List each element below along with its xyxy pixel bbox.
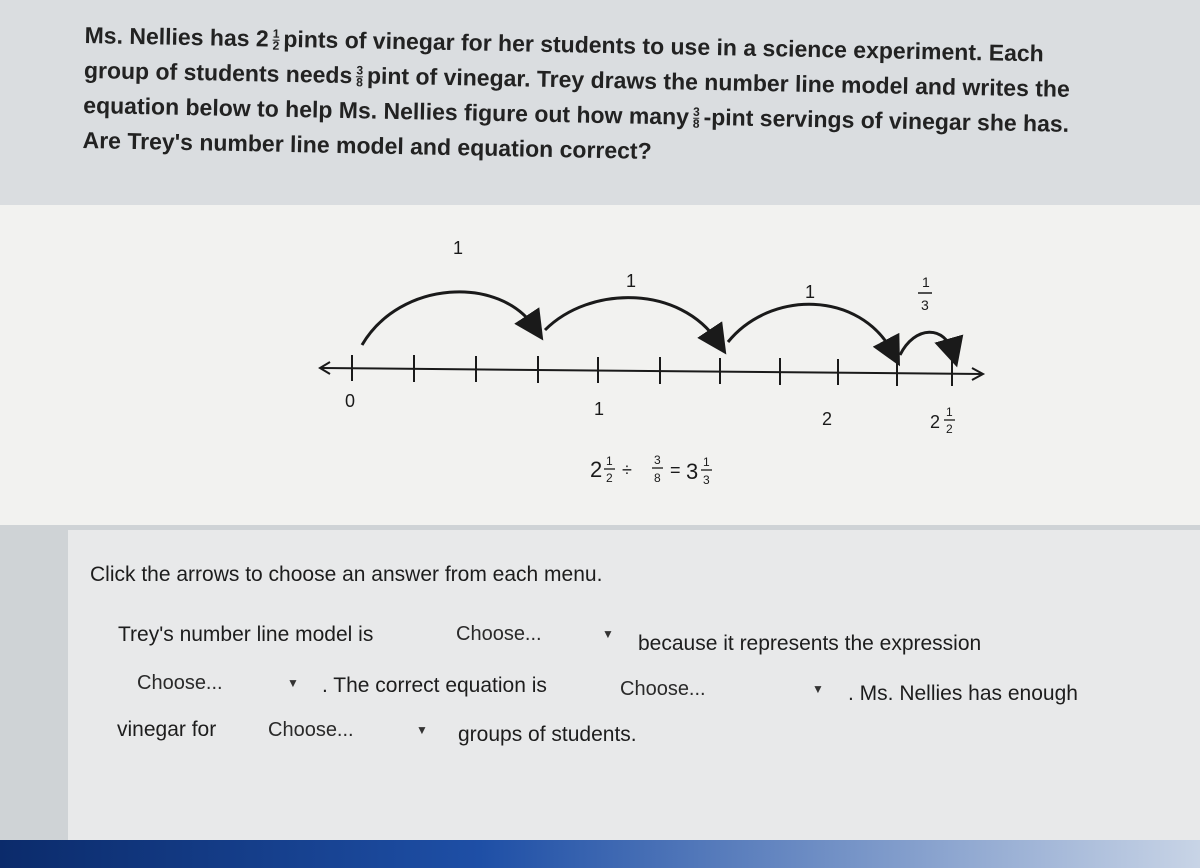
equation-c-whole: 3 [686, 459, 699, 484]
screen-bottom-edge [0, 840, 1200, 868]
fraction-numerator: 3 [692, 105, 700, 120]
jump-arc-1 [362, 292, 535, 345]
divide-symbol: ÷ [622, 460, 632, 480]
instruction-text: Click the arrows to choose an answer from each menu. [90, 563, 603, 586]
equation-b-den: 8 [654, 471, 661, 485]
caret-down-icon[interactable]: ▼ [812, 682, 824, 696]
jump-arc-3 [728, 304, 893, 353]
question-line-2-end: pint of vinegar. Trey draws the number line model and writes the [366, 62, 1071, 102]
fraction-numerator: 1 [946, 405, 953, 419]
model-correctness-dropdown[interactable] [456, 617, 626, 651]
equals-symbol: = [670, 460, 681, 480]
number-line-model [0, 205, 1200, 525]
fraction-three-eighths [356, 63, 364, 90]
question-line-2-start: group of students needs [83, 56, 353, 89]
fraction-denominator: 8 [356, 75, 363, 90]
groups-count-dropdown[interactable] [268, 713, 438, 747]
fraction-numerator: 1 [272, 27, 280, 42]
fraction-denominator: 2 [946, 422, 953, 436]
jump-arc-2 [545, 298, 718, 342]
equation-c-num: 1 [703, 455, 710, 469]
question-line-4: Are Trey's number line model and equation correct? [82, 126, 652, 164]
fraction-numerator: 3 [356, 63, 364, 78]
sentence-part-1: Trey's number line model is [118, 623, 374, 646]
sentence-part-4: . Ms. Nellies has enough [848, 682, 1078, 705]
expression-dropdown[interactable] [137, 666, 307, 700]
equation-b-num: 3 [654, 453, 661, 467]
number-line-figure [0, 205, 1200, 525]
question-text [82, 18, 1194, 179]
sentence-part-5: vinegar for [117, 718, 217, 741]
dropdown-value: Choose... [620, 677, 706, 700]
tick-label-1: 1 [594, 399, 605, 419]
sentence-part-3: . The correct equation is [322, 674, 547, 697]
question-line-1-end: pints of vinegar for her students to use in a science experiment. Each [283, 25, 1045, 67]
equation-c-den: 3 [703, 473, 710, 487]
number-line-axis [322, 368, 982, 374]
fraction-denominator: 8 [692, 117, 700, 132]
mixed-whole: 2 [930, 412, 941, 432]
caret-down-icon[interactable]: ▼ [416, 723, 428, 737]
equation-a-den: 2 [606, 471, 613, 485]
fraction-numerator: 1 [922, 274, 930, 290]
question-line-3-end: -pint servings of vinegar she has. [703, 103, 1070, 137]
tick-label-2: 2 [822, 409, 833, 429]
fraction-one-half [272, 29, 279, 52]
equation [590, 453, 712, 487]
jump-label-2: 1 [626, 271, 637, 291]
jump-arc-4 [900, 332, 953, 355]
end-label-two-and-a-half [930, 405, 955, 436]
correct-equation-dropdown[interactable] [620, 672, 830, 706]
question-line-3-start: equation below to help Ms. Nellies figure out how many [83, 91, 690, 130]
fraction-denominator: 2 [272, 39, 280, 54]
fraction-three-eighths [693, 107, 700, 130]
tick-label-0: 0 [345, 391, 356, 411]
jump-label-3: 1 [805, 282, 816, 302]
dropdown-value: Choose... [456, 622, 542, 645]
equation-a-whole: 2 [590, 457, 603, 482]
dropdown-value: Choose... [137, 671, 223, 694]
dropdown-value: Choose... [268, 718, 354, 741]
jump-label-1: 1 [453, 238, 464, 258]
equation-a-num: 1 [606, 454, 613, 468]
caret-down-icon[interactable]: ▼ [287, 676, 299, 690]
caret-down-icon[interactable]: ▼ [602, 627, 614, 641]
jump-label-4 [918, 274, 932, 313]
sentence-part-2: because it represents the expression [638, 632, 982, 655]
sentence-part-6: groups of students. [458, 723, 637, 746]
fraction-denominator: 3 [921, 297, 929, 313]
question-line-1-start: Ms. Nellies has 2 [84, 21, 269, 52]
